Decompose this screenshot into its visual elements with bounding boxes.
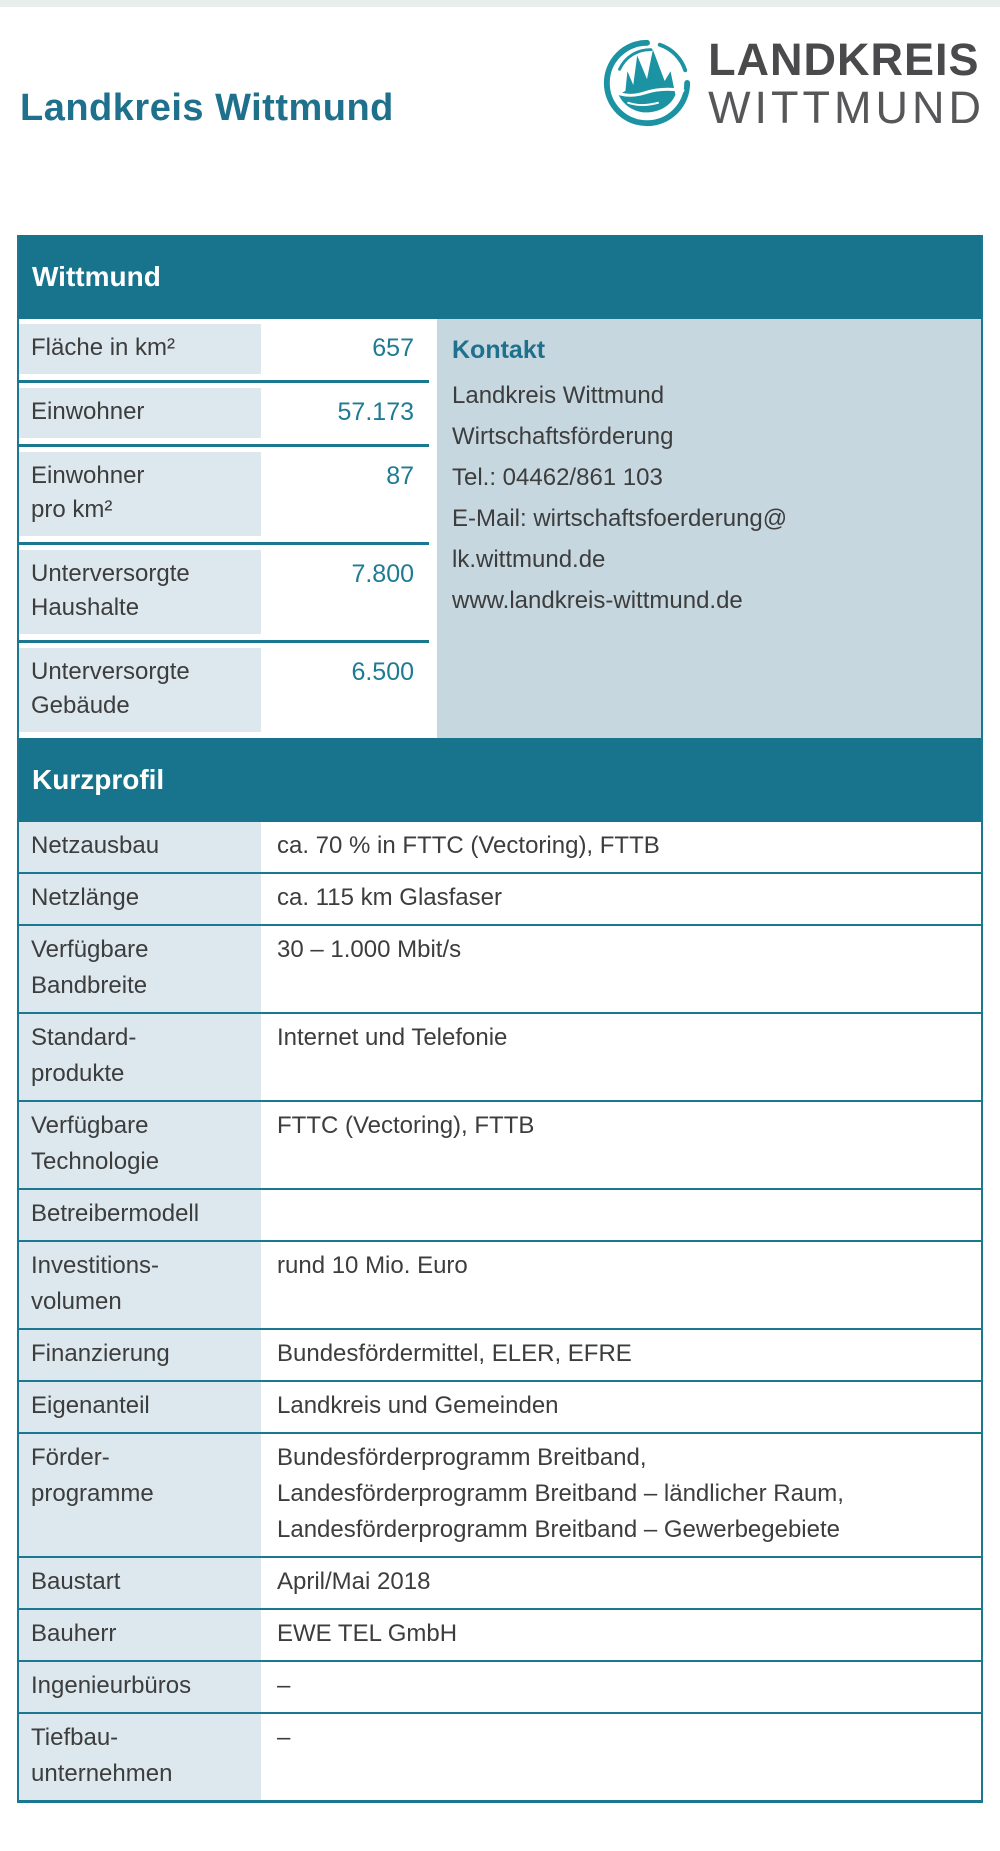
kurzprofil-label: Baustart <box>19 1558 261 1608</box>
stat-label: Unterversorgte Haushalte <box>19 550 261 634</box>
section-bar-wittmund <box>19 235 981 319</box>
kurzprofil-label: Verfügbare Bandbreite <box>19 926 261 1012</box>
kurzprofil-label: Betreibermodell <box>19 1190 261 1240</box>
kurzprofil-label: Finanzierung <box>19 1330 261 1380</box>
kurzprofil-value <box>261 1190 981 1240</box>
kurzprofil-row <box>19 1432 981 1556</box>
stat-label: Unterversorgte Gebäude <box>19 648 261 732</box>
kurzprofil-row <box>19 1380 981 1432</box>
section-title-kurzprofil: Kurzprofil <box>32 764 165 795</box>
kurzprofil-row <box>19 1608 981 1660</box>
stat-value: 7.800 <box>351 560 414 588</box>
stat-label: Einwohner <box>19 388 261 438</box>
kurzprofil-value: rund 10 Mio. Euro <box>277 1252 468 1279</box>
kurzprofil-value: ca. 115 km Glasfaser <box>277 884 502 911</box>
kurzprofil-value: – <box>277 1672 291 1699</box>
stat-value: 57.173 <box>337 398 414 426</box>
stat-value: 6.500 <box>351 658 414 686</box>
kurzprofil-label: Verfügbare Technologie <box>19 1102 261 1188</box>
stat-row <box>19 319 429 383</box>
stat-label: Einwohner pro km² <box>19 452 261 536</box>
kurzprofil-row <box>19 1328 981 1380</box>
kurzprofil-value: – <box>277 1724 291 1751</box>
kurzprofil-value: Landkreis und Gemeinden <box>277 1392 559 1419</box>
kurzprofil-value: Bundesförderprogramm Breitband, Landesförderprogramm Breitband – ländlicher Raum, Landesförderprogramm Breitband – Gewerbegebiete <box>277 1444 844 1543</box>
kurzprofil-value: Internet und Telefonie <box>277 1024 508 1051</box>
contact-lines <box>452 375 967 621</box>
kurzprofil-row <box>19 1240 981 1328</box>
contact-line: Tel.: 04462/861 103 <box>452 464 663 491</box>
kurzprofil-label: Eigenanteil <box>19 1382 261 1432</box>
contact-line: Wirtschaftsförderung <box>452 423 674 450</box>
kurzprofil-value: EWE TEL GmbH <box>277 1620 458 1647</box>
kurzprofil-value: FTTC (Vectoring), FTTB <box>277 1112 535 1139</box>
contact-line: lk.wittmund.de <box>452 546 606 573</box>
kurzprofil-row <box>19 1012 981 1100</box>
kurzprofil-row <box>19 1660 981 1712</box>
kurzprofil-label: Investitions- volumen <box>19 1242 261 1328</box>
kurzprofil-row <box>19 872 981 924</box>
kurzprofil-row <box>19 822 981 872</box>
kurzprofil-table <box>19 822 981 1800</box>
kurzprofil-row <box>19 1556 981 1608</box>
stat-row <box>19 447 429 545</box>
kurzprofil-value: ca. 70 % in FTTC (Vectoring), FTTB <box>277 832 660 859</box>
logo-line-wittmund: WITTMUND <box>708 81 985 133</box>
page-edge-strip <box>0 0 1000 7</box>
contact-panel <box>437 319 981 738</box>
contact-heading: Kontakt <box>452 336 546 364</box>
landkreis-wittmund-logo <box>598 33 985 133</box>
section-title-wittmund: Wittmund <box>32 261 161 292</box>
page-title: Landkreis Wittmund <box>20 87 394 129</box>
stat-value: 657 <box>372 334 414 362</box>
section-bar-kurzprofil <box>19 738 981 822</box>
profile-panel <box>17 235 983 1803</box>
contact-line: E-Mail: wirtschaftsfoerderung@ <box>452 505 788 532</box>
kurzprofil-label: Netzausbau <box>19 822 261 872</box>
landkreis-wittmund-ship-crest-icon <box>598 33 696 133</box>
stat-row <box>19 545 429 643</box>
stat-row <box>19 643 429 738</box>
kurzprofil-row <box>19 924 981 1012</box>
kurzprofil-row <box>19 1712 981 1800</box>
stats-and-contact-region <box>19 319 981 738</box>
contact-line: www.landkreis-wittmund.de <box>452 587 743 614</box>
kurzprofil-label: Standard- produkte <box>19 1014 261 1100</box>
logo-wordmark <box>708 33 985 133</box>
kurzprofil-value: 30 – 1.000 Mbit/s <box>277 936 462 963</box>
stat-value: 87 <box>386 462 414 490</box>
stat-row <box>19 383 429 447</box>
kurzprofil-value: Bundesfördermittel, ELER, EFRE <box>277 1340 632 1367</box>
contact-line: Landkreis Wittmund <box>452 382 665 409</box>
header <box>0 7 1000 235</box>
kurzprofil-value: April/Mai 2018 <box>277 1568 431 1595</box>
kurzprofil-label: Bauherr <box>19 1610 261 1660</box>
stat-label: Fläche in km² <box>19 324 261 374</box>
kurzprofil-label: Ingenieurbüros <box>19 1662 261 1712</box>
logo-line-landkreis: LANDKREIS <box>708 33 980 85</box>
kurzprofil-label: Tiefbau- unternehmen <box>19 1714 261 1800</box>
kurzprofil-row <box>19 1188 981 1240</box>
kurzprofil-label: Netzlänge <box>19 874 261 924</box>
kurzprofil-row <box>19 1100 981 1188</box>
kurzprofil-label: Förder- programme <box>19 1434 261 1556</box>
stats-table <box>19 319 429 738</box>
